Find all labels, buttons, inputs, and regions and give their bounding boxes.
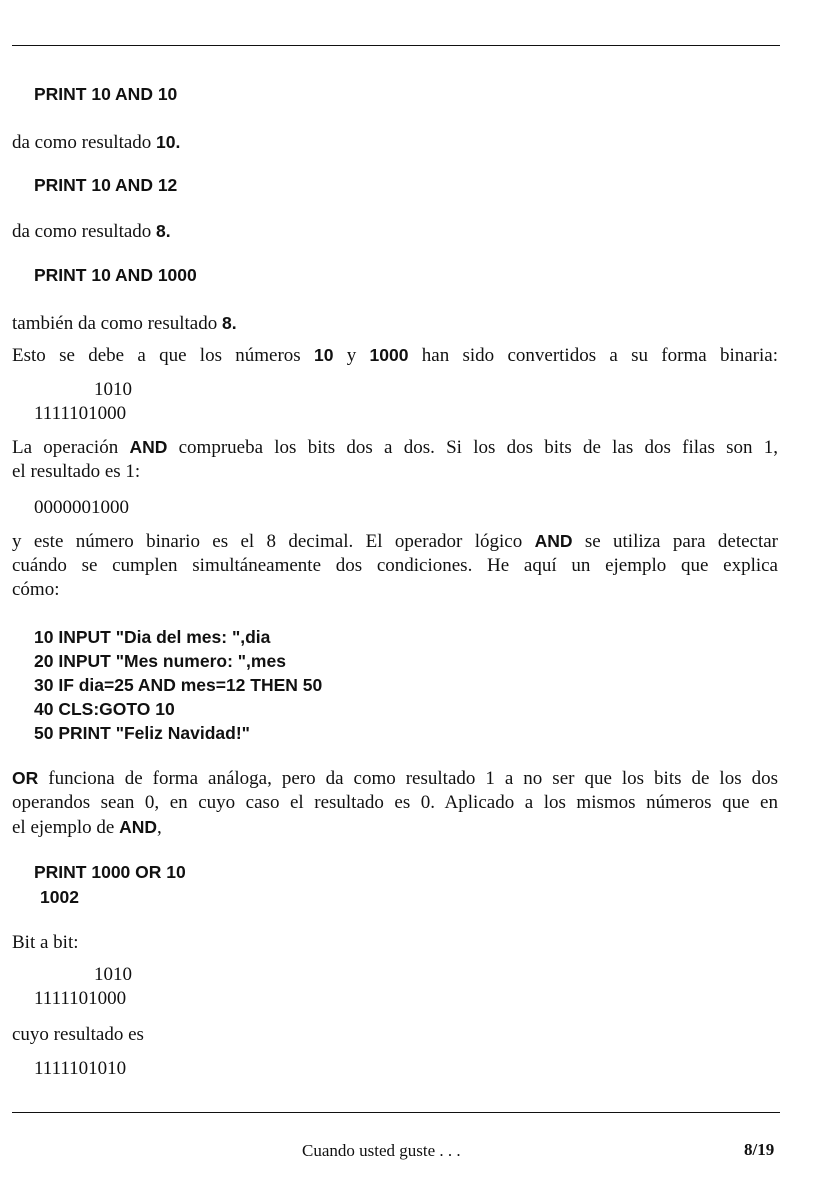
bottom-rule <box>12 1112 780 1113</box>
page-number: 8/19 <box>744 1140 775 1159</box>
binary-result-or: 1111101010 <box>34 1058 127 1079</box>
code-print-or: PRINT 1000 OR 10 <box>34 862 186 882</box>
binary-1010: 1010 <box>94 379 132 400</box>
result-text-3: también da como resultado 8. <box>12 313 237 334</box>
binary-result-and: 0000001000 <box>34 497 129 518</box>
basic-program <box>34 626 322 744</box>
result-text-2: da como resultado 8. <box>12 221 171 242</box>
program-line: 30 IF dia=25 AND mes=12 THEN 50 <box>34 675 323 695</box>
footer-title: Cuando usted guste . . . <box>302 1141 461 1160</box>
cuyo-resultado-label: cuyo resultado es <box>12 1024 144 1045</box>
bit-a-bit-label: Bit a bit: <box>12 932 79 953</box>
paragraph-and-usage: y este número binario es el 8 decimal. El operador lógico AND se utiliza para detectar cuándo se cumplen simultáneamente dos condiciones. He aquí un ejemplo que explica cómo: <box>12 531 778 600</box>
program-line: 20 INPUT "Mes numero: ",mes <box>34 651 286 671</box>
paragraph-binary-conversion: Esto se debe a que los números 10 y 1000 han sido convertidos a su forma binaria: <box>12 345 778 366</box>
binary-1111101000-second: 1111101000 <box>34 988 127 1009</box>
program-line: 50 PRINT "Feliz Navidad!" <box>34 723 250 743</box>
code-or-result: 1002 <box>40 887 79 907</box>
code-print-and-12: PRINT 10 AND 12 <box>34 175 178 195</box>
program-line: 40 CLS:GOTO 10 <box>34 699 175 719</box>
binary-1111101000: 1111101000 <box>34 403 127 424</box>
paragraph-or-operation: OR funciona de forma análoga, pero da como resultado 1 a no ser que los bits de los dos operandos sean 0, en cuyo caso el resultado es 0. Aplicado a los mismos números que en el ejemplo de AND, <box>12 768 778 838</box>
paragraph-and-operation: La operación AND comprueba los bits dos a dos. Si los dos bits de las dos filas son 1, el resultado es 1: <box>12 437 779 482</box>
binary-1010-second: 1010 <box>94 964 132 985</box>
code-print-and-1000: PRINT 10 AND 1000 <box>34 265 197 285</box>
result-text-1: da como resultado 10. <box>12 132 181 153</box>
code-print-and-10: PRINT 10 AND 10 <box>34 84 178 104</box>
program-line: 10 INPUT "Dia del mes: ",dia <box>34 627 271 647</box>
top-rule <box>12 45 780 46</box>
